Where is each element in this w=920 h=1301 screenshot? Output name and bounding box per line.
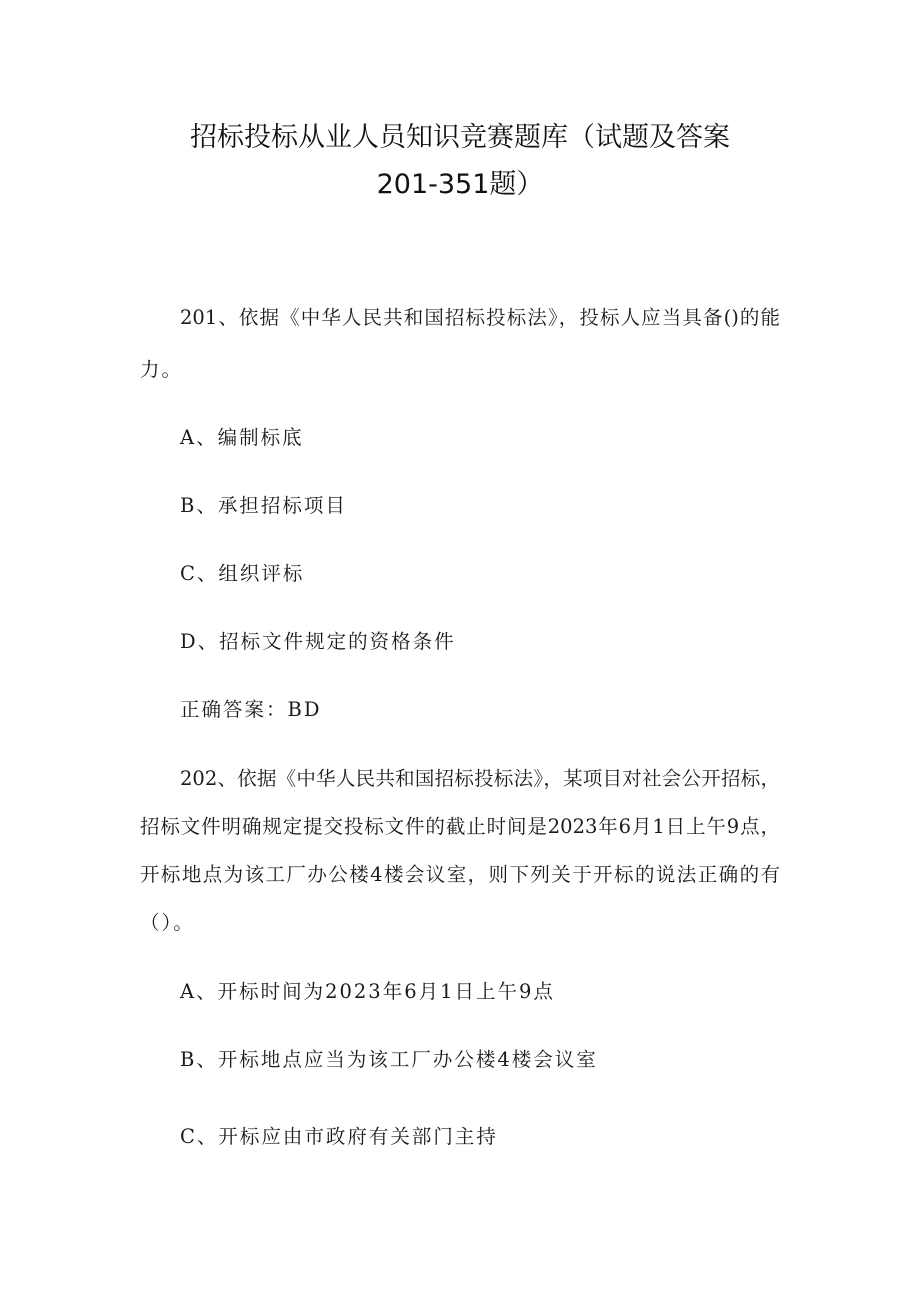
- question-201-option-d: D、招标文件规定的资格条件: [180, 630, 456, 653]
- question-202-stem-line-3: 开标地点为该工厂办公楼4楼会议室，则下列关于开标的说法正确的有: [140, 863, 780, 886]
- question-201-option-c: C、组织评标: [180, 562, 305, 585]
- question-202-option-a: A、开标时间为2023年6月1日上午9点: [180, 980, 555, 1003]
- question-201-option-a: A、编制标底: [180, 426, 304, 449]
- question-202-option-c: C、开标应由市政府有关部门主持: [180, 1125, 498, 1148]
- question-202-stem-line-1: 202、依据《中华人民共和国招标投标法》，某项目对社会公开招标，: [180, 767, 780, 790]
- question-201-stem-line-2: 力。: [140, 358, 184, 381]
- question-202-stem-line-2: 招标文件明确规定提交投标文件的截止时间是2023年6月1日上午9点，: [140, 815, 780, 838]
- question-201-answer: 正确答案：BD: [180, 698, 322, 721]
- document-title-line-2: 201-351题）: [376, 169, 544, 200]
- question-201-option-b: B、承担招标项目: [180, 494, 347, 517]
- question-202-option-b: B、开标地点应当为该工厂办公楼4楼会议室: [180, 1048, 598, 1071]
- document-title-line-1: 招标投标从业人员知识竞赛题库（试题及答案: [190, 122, 730, 153]
- question-201-stem-line-1: 201、依据《中华人民共和国招标投标法》，投标人应当具备()的能: [180, 306, 780, 329]
- question-202-stem-line-4: （）。: [140, 911, 195, 934]
